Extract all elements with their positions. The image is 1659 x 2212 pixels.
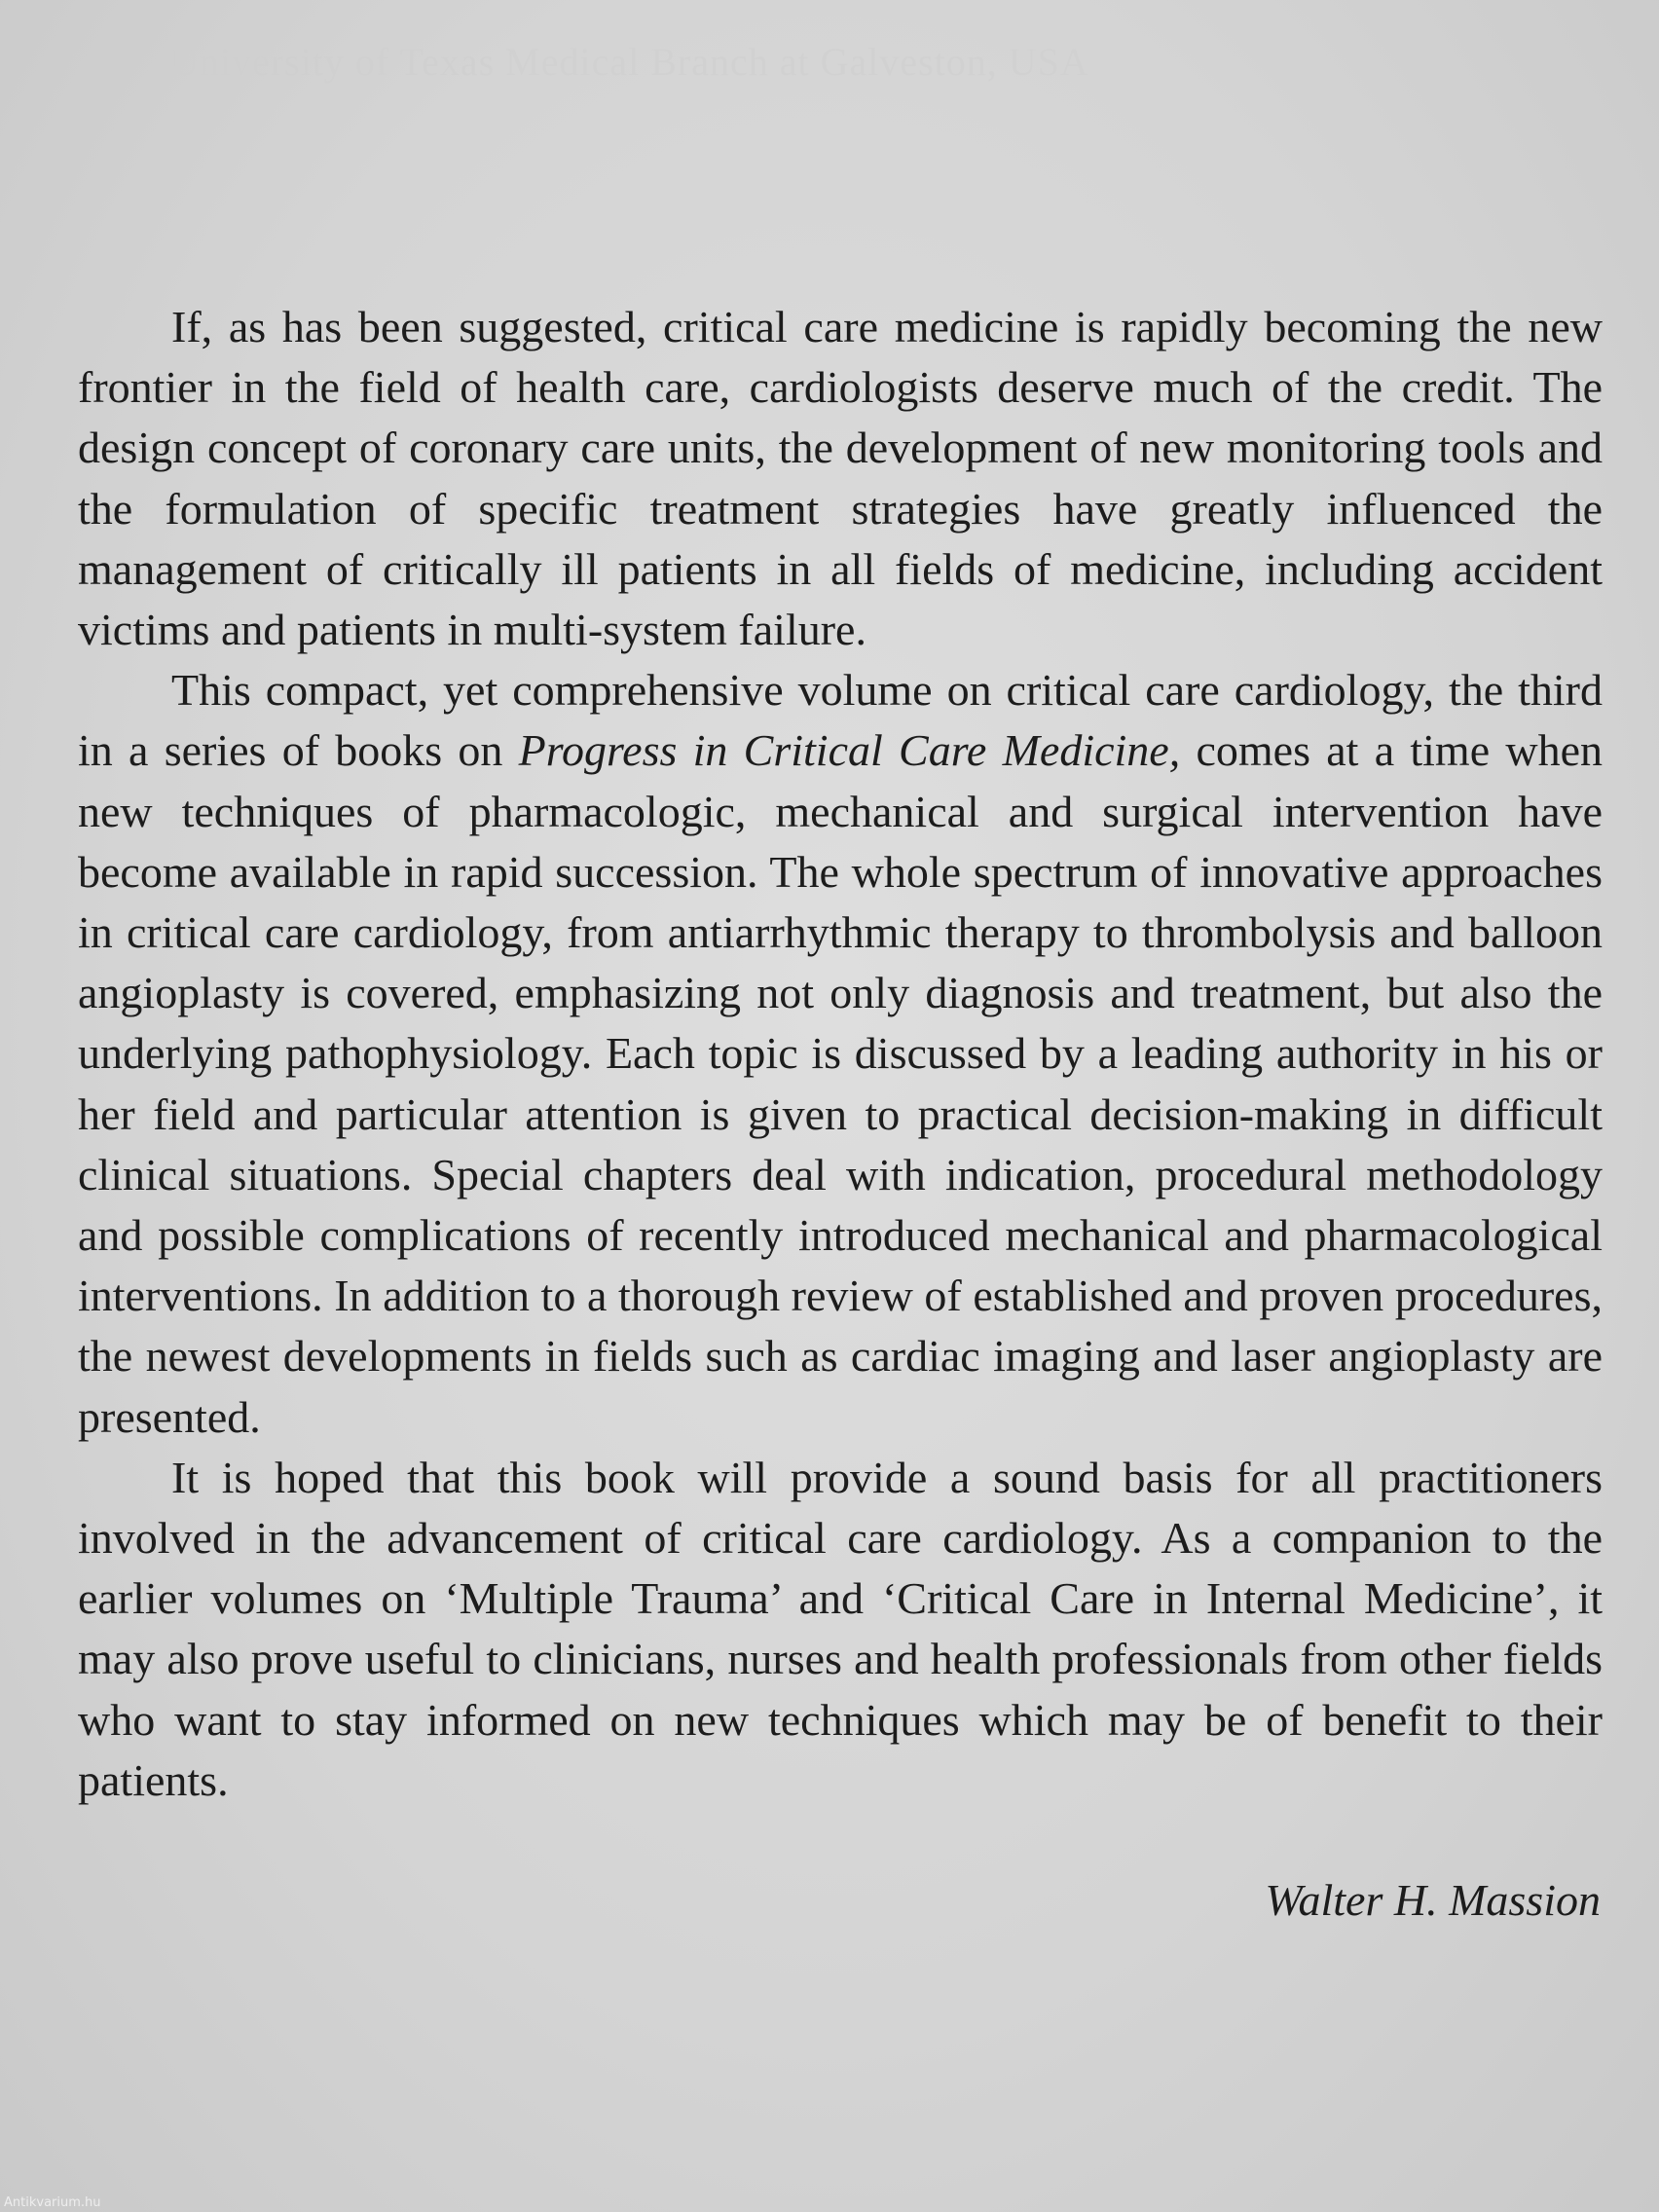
paragraph-2 [78,660,1603,1448]
bleed-through-header: University of Texas Medical Branch at Galveston, USA [170,40,1089,84]
series-title: Progress in Critical Care Medicine, [518,725,1181,776]
paragraph-1: If, as has been suggested, critical care medicine is rapidly becoming the new frontier in the field of health care, cardiologists deserve much of the credit. The design concept of coronary care units, the development of new monitoring tools and the formulation of specific treatment strategies have greatly influenced the management of critically ill patients in all fields of medicine, including accident victims and patients in multi-system failure. [78,302,1603,655]
body-text [78,297,1603,1811]
paragraph-3: It is hoped that this book will provide a sound basis for all practitioners involved in the advancement of critical care cardiology. As a companion to the earlier volumes on ‘Multiple Trauma’ and ‘Critical Care in Internal Medicine’, it may also prove useful to clinicians, nurses and health professionals from other fields who want to stay informed on new techniques which may be of benefit to their patients. [78,1452,1603,1805]
paragraph-2-rest: comes at a time when new techniques of pharmacologic, mechanical and surgical intervention have become available in rapid succession. The whole spectrum of innovative approaches in critical care cardiology, from antiarrhythmic therapy to thrombolysis and balloon angioplasty is covered, emphasizing not only diagnosis and treatment, but also the underlying pathophysiology. Each topic is discussed by a leading authority in his or her field and particular attention is given to practical decision-making in difficult clinical situations. Special chapters deal with indication, procedural methodology and possible complications of recently introduced mechanical and pharmacological interventions. In addition to a thorough review of established and proven procedures, the newest developments in fields such as cardiac imaging and laser angioplasty are presented. [78,725,1604,1442]
author-signature: Walter H. Massion [1265,1875,1601,1925]
paragraph-2-lead: This compact, yet comprehensive volume on critical care cardiology, the third in a series of books on [78,665,1603,776]
site-watermark: Antikvarium.hu [4,2195,101,2210]
